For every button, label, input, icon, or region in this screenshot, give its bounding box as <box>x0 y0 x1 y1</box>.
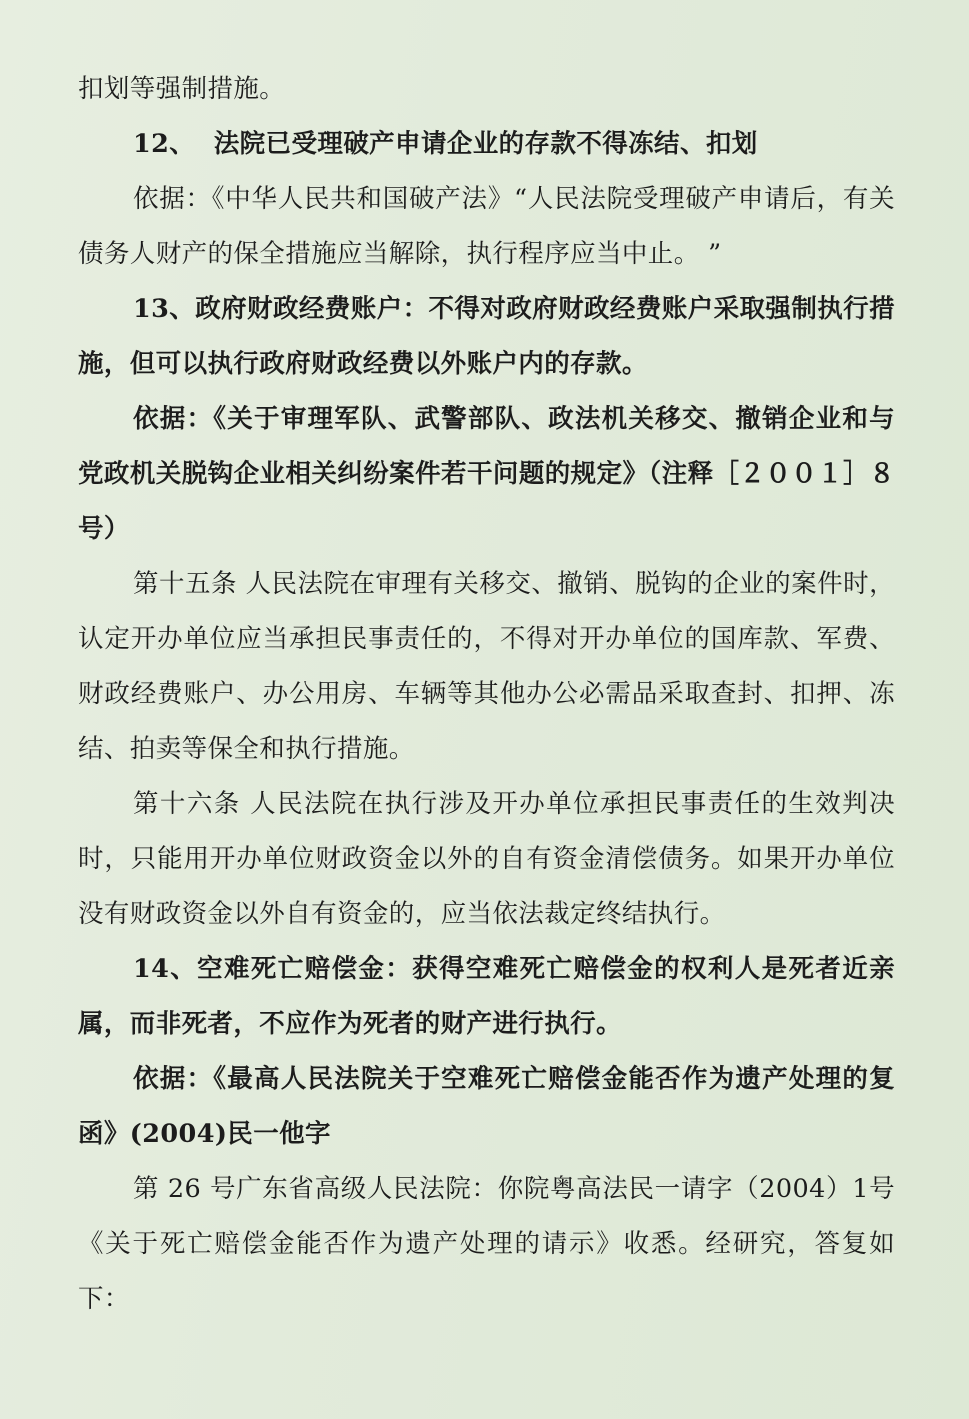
paragraph-item-12-heading: 12、 法院已受理破产申请企业的存款不得冻结、扣划 <box>133 129 758 159</box>
paragraph-item-14-basis: 依据：《最高人民法院关于空难死亡赔偿金能否作为遗产处理的复函》(2004)民一他字 <box>78 1064 895 1149</box>
paragraph-continuation: 扣划等强制措施。 <box>78 74 286 104</box>
paragraph-item-13-heading: 13、政府财政经费账户：不得对政府财政经费账户采取强制执行措施，但可以执行政府财政经费以外账户内的存款。 <box>78 294 895 379</box>
paragraph-article-15: 第十五条 人民法院在审理有关移交、撤销、脱钩的企业的案件时，认定开办单位应当承担民事责任的，不得对开办单位的国库款、军费、财政经费账户、办公用房、车辆等其他办公必需品采取查封、扣押、冻结、拍卖等保全和执行措施。 <box>78 569 895 764</box>
paragraph-item-14-heading: 14、空难死亡赔偿金：获得空难死亡赔偿金的权利人是死者近亲属，而非死者，不应作为死者的财产进行执行。 <box>78 954 895 1039</box>
paragraph-item-13-basis: 依据：《关于审理军队、武警部队、政法机关移交、撤销企业和与党政机关脱钩企业相关纠纷案件若干问题的规定》（注释［２００１］８号） <box>78 404 895 544</box>
document-text-body <box>78 62 895 1327</box>
paragraph-article-16: 第十六条 人民法院在执行涉及开办单位承担民事责任的生效判决时，只能用开办单位财政资金以外的自有资金清偿债务。如果开办单位没有财政资金以外自有资金的，应当依法裁定终结执行。 <box>78 789 895 929</box>
paragraph-reply-number-26: 第 26 号广东省高级人民法院：你院粤高法民一请字（2004）1号《关于死亡赔偿金能否作为遗产处理的请示》收悉。经研究，答复如下： <box>78 1174 895 1314</box>
paragraph-item-12-basis: 依据：《中华人民共和国破产法》“人民法院受理破产申请后，有关债务人财产的保全措施应当解除，执行程序应当中止。 ” <box>78 184 895 269</box>
